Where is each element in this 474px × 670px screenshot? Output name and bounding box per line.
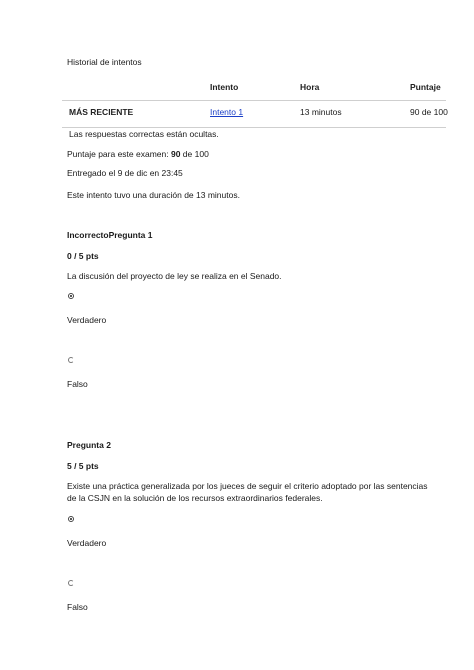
history-title: Historial de intentos	[67, 57, 142, 67]
question-1-option-false-label: Falso	[67, 379, 88, 389]
question-2-option-false-radio[interactable]	[68, 580, 74, 586]
question-2-title: Pregunta 2	[67, 440, 111, 450]
column-header-time: Hora	[300, 82, 320, 92]
question-1-option-true-label: Verdadero	[67, 315, 107, 325]
attempt-1-link[interactable]: Intento 1	[210, 107, 244, 117]
exam-score-prefix: Puntaje para este examen:	[67, 149, 171, 159]
exam-score-line	[67, 149, 209, 159]
exam-score-suffix: de 100	[180, 149, 209, 159]
question-2-points: 5 / 5 pts	[67, 461, 99, 471]
question-1-points: 0 / 5 pts	[67, 251, 99, 261]
question-1-option-true-radio[interactable]	[68, 293, 74, 299]
question-1-text: La discusión del proyecto de ley se realiza en el Senado.	[67, 271, 282, 281]
question-2-text-line-1: Existe una práctica generalizada por los jueces de seguir el criterio adoptado por las sentencias	[67, 481, 428, 491]
question-2-option-true-label: Verdadero	[67, 538, 107, 548]
question-2-option-true-radio[interactable]	[68, 516, 74, 522]
duration-line: Este intento tuvo una duración de 13 minutos.	[67, 190, 240, 200]
column-header-score: Puntaje	[410, 82, 441, 92]
question-1-title: IncorrectoPregunta 1	[67, 230, 153, 240]
question-2-option-false-label: Falso	[67, 602, 88, 612]
attempt-score: 90 de 100	[410, 107, 448, 117]
exam-score-value: 90	[170, 149, 181, 159]
row-label-most-recent: MÁS RECIENTE	[69, 107, 134, 117]
hidden-answers-note: Las respuestas correctas están ocultas.	[69, 129, 219, 139]
table-divider-top	[62, 100, 446, 101]
question-1-option-false-radio[interactable]	[68, 357, 74, 363]
column-header-attempt: Intento	[210, 82, 239, 92]
question-2-text-line-2: de la CSJN en la solución de los recursos extraordinarios federales.	[67, 493, 323, 503]
attempt-time: 13 minutos	[300, 107, 342, 117]
submitted-line: Entregado el 9 de dic en 23:45	[67, 168, 183, 178]
table-divider-bottom	[62, 127, 446, 128]
